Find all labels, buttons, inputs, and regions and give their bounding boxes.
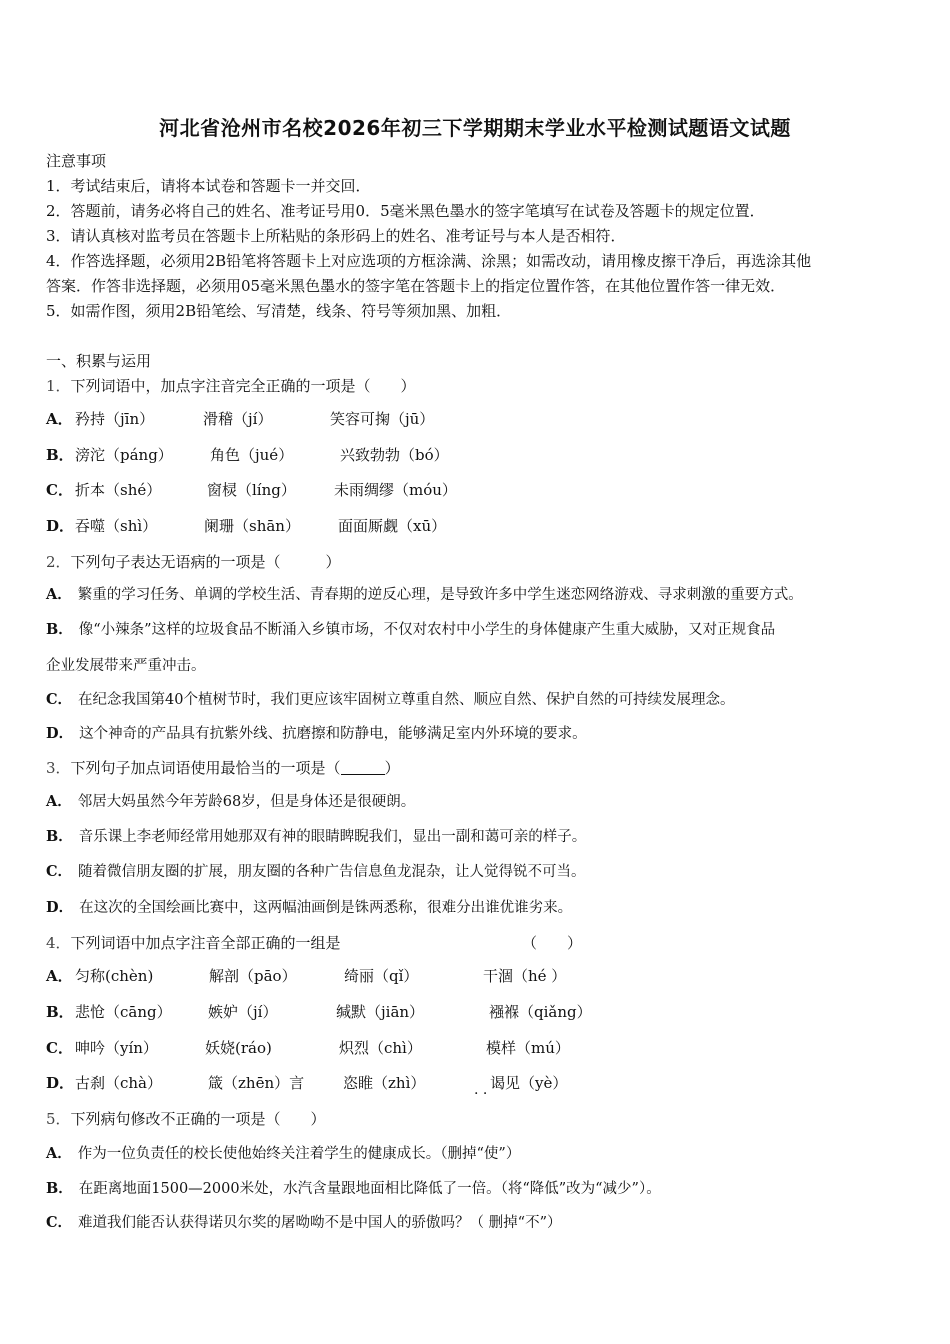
q1-option-b-label: B． [46,446,74,464]
q1-option-d-word: 面面厮觑（xū） [338,517,447,535]
q1-option-b-word: 滂沱（páng） [75,446,173,464]
q1-option-d-word: 阑珊（shān） [204,517,300,535]
q5-option-b: B． 在距离地面1500—2000米处，水汽含量跟地面相比降低了一倍。（将“降低”改为“减少”）。 [46,1180,661,1197]
q4-option-c-word: 模样（mú） [486,1039,570,1057]
q4-option-b-word: 嫉妒（jí） [208,1003,278,1021]
q2-option-c: C． 在纪念我国第40个植树节时，我们更应该牢固树立尊重自然、顺应自然、保护自然的可持续发展理念。 [46,691,735,708]
q3-option-c: C． 随着微信朋友圈的扩展，朋友圈的各种广告信息鱼龙混杂，让人觉得锐不可当。 [46,863,586,880]
q4-option-a-word: 绮丽（qǐ） [344,967,419,985]
question-number: 3． [46,759,71,777]
q4-option-b-word: 缄默（jiān） [336,1003,425,1021]
question-text: 下列句子加点词语使用最恰当的一项是（ [70,759,341,777]
question-3-stem: 3．下列句子加点词语使用最恰当的一项是（ ） [46,759,400,777]
q1-option-c-word: 窗棂（líng） [207,481,296,499]
q1-option-b-word: 角色（jué） [210,446,294,464]
emphasis-dots: . . [474,1082,488,1098]
q4-option-b-word: 悲怆（cāng） [75,1003,172,1021]
question-2-stem [46,552,341,572]
q1-option-c-word: 折本（shé） [75,481,162,499]
q3-option-b: B． 音乐课上李老师经常用她那双有神的眼睛睥睨我们，显出一副和蔼可亲的样子。 [46,828,587,845]
q4-option-d-word: 恣睢（zhì） [343,1074,426,1092]
notice-item: 3．请认真核对监考员在答题卡上所粘贴的条形码上的姓名、准考证号与本人是否相符． [46,227,626,245]
q3-option-d: D． 在这次的全国绘画比赛中，这两幅油画倒是铢两悉称，很难分出谁优谁劣来。 [46,899,573,916]
q1-option-d-label: D． [46,517,75,535]
section-heading: 一、积累与运用 [46,352,152,370]
question-text: 下列句子表达无语病的一项是（ ） [70,553,341,571]
q4-option-b-word: 襁褓（qiǎng） [489,1003,592,1021]
question-4-stem [46,933,341,953]
question-5-stem [46,1109,326,1129]
q4-option-d-word: 谒见（yè） [490,1074,568,1092]
q2-option-b: B． 像“小辣条”这样的垃圾食品不断涌入乡镇市场，不仅对农村中小学生的身体健康产生重大威胁，又对正规食品 [46,621,776,638]
notice-item: 4．作答选择题，必须用2B铅笔将答题卡上对应选项的方框涂满、涂黑；如需改动，请用橡皮擦干净后，再选涂其他 [46,252,812,270]
answer-blank [341,760,385,775]
q1-option-c-word: 未雨绸缪（móu） [334,481,457,499]
q1-option-a-word: 笑容可掬（jū） [330,410,435,428]
q1-option-d-word: 吞噬（shì） [75,517,158,535]
question-1-stem [46,376,416,396]
q1-option-c-label: C． [46,481,73,499]
q4-option-b-label: B． [46,1003,74,1021]
question-text: 下列词语中，加点字注音完全正确的一项是（ ） [70,377,416,395]
q4-option-a-word: 干涸（hé ） [483,967,567,985]
notice-item: 答案．作答非选择题，必须用05毫米黑色墨水的签字笔在答题卡上的指定位置作答，在其他位置作答一律无效． [46,277,786,295]
q4-option-c-label: C． [46,1039,73,1057]
question-text: 下列词语中加点字注音全部正确的一组是 [70,934,341,952]
q4-option-d-label: D． [46,1074,75,1092]
question-number: 5． [46,1110,71,1128]
q4-option-a-word: 解剖（pāo） [209,967,297,985]
q4-answer-paren: （ ） [522,934,583,952]
q1-option-a-label: A． [46,410,73,428]
q4-option-c-word: 妖娆(ráo) [205,1039,272,1057]
q4-option-c-word: 炽烈（chì） [339,1039,422,1057]
notice-item: 1．考试结束后，请将本试卷和答题卡一并交回． [46,177,371,195]
notice-item: 5．如需作图，须用2B铅笔绘、写清楚，线条、符号等须加黑、加粗． [46,302,512,320]
q1-option-a-word: 滑稽（jí） [203,410,273,428]
q1-option-a-word: 矜持（jīn） [75,410,155,428]
question-text: 下列病句修改不正确的一项是（ ） [70,1110,326,1128]
question-number: 4． [46,934,71,952]
q4-option-d-word: 古刹（chà） [75,1074,163,1092]
q1-option-b-word: 兴致勃勃（bó） [340,446,449,464]
q2-option-a: A． 繁重的学习任务、单调的学校生活、青春期的逆反心理，是导致许多中学生迷恋网络游戏、寻求刺激的重要方式。 [46,586,803,603]
q5-option-a: A． 作为一位负责任的校长使他始终关注着学生的健康成长。（删掉“使”） [46,1145,521,1162]
page-title: 河北省沧州市名校2026年初三下学期期末学业水平检测试题语文试题 [159,116,791,140]
q2-option-d: D． 这个神奇的产品具有抗紫外线、抗磨擦和防静电，能够满足室内外环境的要求。 [46,725,587,742]
q3-option-a: A． 邻居大妈虽然今年芳龄68岁，但是身体还是很硬朗。 [46,793,416,810]
q2-option-b-continued: 企业发展带来严重冲击。 [46,658,206,674]
question-number: 2． [46,553,71,571]
question-number: 1． [46,377,71,395]
q4-option-a-word: 匀称(chèn) [75,967,154,985]
q4-option-d-word: 箴（zhēn）言 [208,1074,305,1092]
q5-option-c: C． 难道我们能否认获得诺贝尔奖的屠呦呦不是中国人的骄傲吗？（ 删掉“不”） [46,1214,562,1231]
notice-heading: 注意事项 [46,152,107,170]
notice-item: 2．答题前，请务必将自己的姓名、准考证号用0．5毫米黑色墨水的签字笔填写在试卷及答题卡的规定位置． [46,202,765,220]
q4-option-a-label: A． [46,967,73,985]
q4-option-c-word: 呻吟（yín） [75,1039,158,1057]
